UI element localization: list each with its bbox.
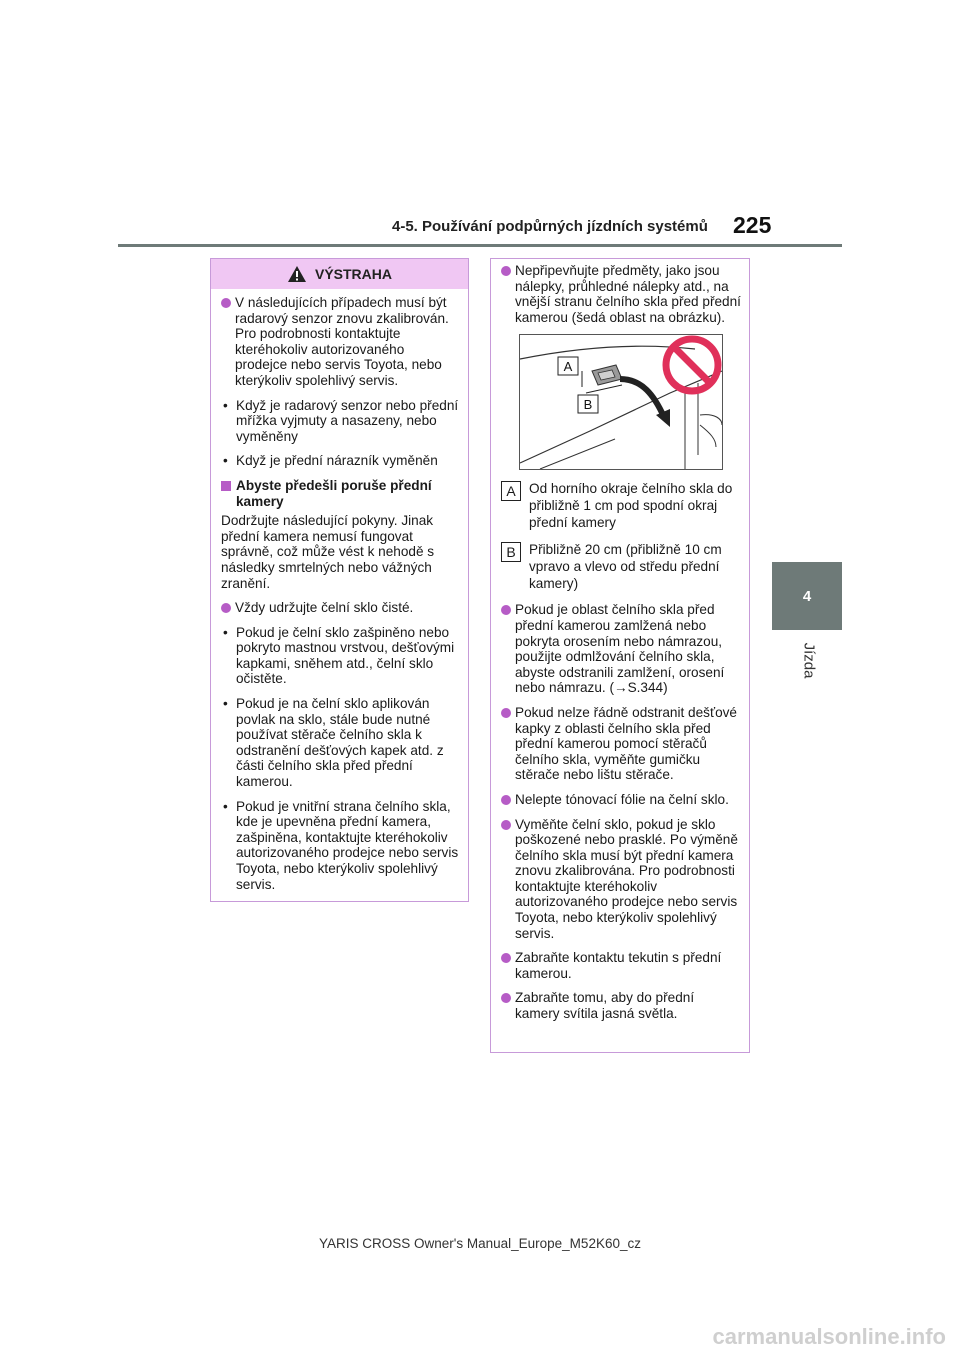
list-item bbox=[221, 625, 460, 687]
list-item-text: Pokud je vnitřní strana čelního skla, kde je upevněna přední kamera, zašpiněna, kontaktujte kteréhokoliv autorizovaného prodejce nebo servis Toyota, nebo kterýkoliv spolehlivý servis. bbox=[236, 798, 459, 892]
list-item bbox=[501, 990, 741, 1021]
bullet-dot-icon bbox=[501, 820, 511, 830]
bullet-dot-icon bbox=[221, 298, 231, 308]
bullet-dot-icon bbox=[221, 603, 231, 613]
warning-intro bbox=[221, 295, 460, 389]
list-item bbox=[501, 705, 741, 783]
list-item bbox=[221, 799, 460, 893]
bullet-mark-icon: • bbox=[223, 453, 228, 469]
list-item bbox=[501, 950, 741, 981]
footer-text: YARIS CROSS Owner's Manual_Europe_M52K60_cz bbox=[319, 1236, 641, 1251]
list-item-text[interactable]: Pokud je oblast čelního skla před přední kamerou zamlžená nebo pokryta orosením nebo námrazou, použijte odmlžování čelního skla, abyste odstranili zamlžení, orosení nebo námrazu. (→S.344) bbox=[515, 602, 725, 696]
list-item bbox=[221, 453, 460, 469]
warning-triangle-icon bbox=[287, 265, 307, 283]
figure-label-a: A bbox=[563, 359, 573, 375]
section-title: 4-5. Používání podpůrných jízdních systémů bbox=[392, 218, 708, 235]
bullet-dot-icon bbox=[501, 795, 511, 805]
bullet-mark-icon: • bbox=[223, 397, 228, 413]
bullet-mark-icon: • bbox=[223, 696, 228, 712]
warning-title: VÝSTRAHA bbox=[314, 266, 392, 282]
windshield-camera-figure bbox=[519, 334, 723, 470]
list-item-text: Nepřipevňujte předměty, jako jsou nálepky, průhledné nálepky atd., na vnější stranu čelního skla před přední kamerou (šedá oblast na obrázku). bbox=[515, 263, 741, 325]
page-number: 225 bbox=[733, 212, 772, 238]
list-item-text: Pokud nelze řádně odstranit dešťové kapky z oblasti čelního skla před přední kamerou pomocí stěračů čelního skla, vyměňte gumičku stěrače nebo lištu stěrače. bbox=[515, 704, 737, 783]
subheading bbox=[221, 478, 460, 509]
label-b-description bbox=[501, 541, 741, 592]
list-item-text: Zabraňte kontaktu tekutin s přední kamerou. bbox=[515, 950, 722, 981]
clean-item-text: Vždy udržujte čelní sklo čisté. bbox=[235, 600, 414, 616]
warning-header bbox=[211, 259, 468, 289]
list-item-text: Pokud je čelní sklo zašpiněno nebo pokryto mastnou vrstvou, dešťovými kapkami, sněhem atd., čelní sklo očistěte. bbox=[236, 624, 455, 687]
list-item bbox=[501, 602, 741, 696]
label-b-text: Přibližně 20 cm (přibližně 10 cm vpravo a vlevo od středu přední kamery) bbox=[529, 542, 722, 592]
list-item bbox=[501, 263, 741, 325]
bullet-dot-icon bbox=[501, 708, 511, 718]
windshield-illustration bbox=[520, 335, 722, 469]
figure-label-b: B bbox=[583, 397, 593, 413]
clean-item bbox=[221, 600, 460, 616]
subheading-paragraph: Dodržujte následující pokyny. Jinak přední kamera nemusí fungovat správně, což může vést k nehodě s následky smrtelných nebo vážných zranění. bbox=[221, 513, 435, 591]
label-a-text: Od horního okraje čelního skla do přibližně 1 cm pod spodní okraj přední kamery bbox=[529, 481, 733, 531]
bullet-dot-icon bbox=[501, 953, 511, 963]
subheading-text: Abyste předešli poruše přední kamery bbox=[236, 477, 432, 509]
list-item-text: Vyměňte čelní sklo, pokud je sklo poškozené nebo prasklé. Po výměně čelního skla musí být přední kamera znovu zkalibrována. Pro podrobnosti kontaktujte kteréhokoliv autorizovaného prodejce nebo servis Toyota, nebo kterýkoliv spolehlivý servis. bbox=[515, 816, 738, 941]
right-content bbox=[491, 259, 749, 1022]
list-item bbox=[501, 817, 741, 942]
square-bullet-icon bbox=[221, 481, 231, 491]
list-item bbox=[221, 696, 460, 790]
list-item-text: Nelepte tónovací fólie na čelní sklo. bbox=[515, 791, 729, 807]
bullet-dot-icon bbox=[501, 993, 511, 1003]
warning-intro-text: V následujících případech musí být radarový senzor znovu zkalibrován. Pro podrobnosti kontaktujte kteréhokoliv autorizovaného prodejce nebo servis Toyota, nebo kterýkoliv spolehlivý servis. bbox=[235, 295, 449, 388]
bullet-mark-icon: • bbox=[223, 624, 228, 640]
warning-box bbox=[210, 258, 469, 902]
list-item bbox=[221, 398, 460, 445]
warning-content bbox=[211, 289, 468, 892]
warning-box-continued bbox=[490, 258, 750, 1053]
label-a-tag: A bbox=[501, 481, 521, 501]
list-item-text: Když je radarový senzor nebo přední mřížka vyjmuty a nasazeny, nebo vyměněny bbox=[236, 397, 459, 444]
list-item-text: Zabraňte tomu, aby do přední kamery svítila jasná světla. bbox=[515, 990, 695, 1022]
header-rule bbox=[118, 244, 842, 247]
list-item bbox=[501, 792, 741, 808]
label-b-tag: B bbox=[501, 542, 521, 562]
bullet-dot-icon bbox=[501, 266, 511, 276]
list-item-text: Když je přední nárazník vyměněn bbox=[236, 453, 438, 469]
watermark[interactable]: carmanualsonline.info bbox=[712, 1324, 946, 1349]
list-item-text: Pokud je na čelní sklo aplikován povlak na sklo, stále bude nutné používat stěrače čelního skla k odstranění dešťových kapek atd. z části čelního skla před přední kamerou. bbox=[236, 696, 444, 790]
chapter-tab[interactable]: 4 bbox=[772, 562, 842, 630]
bullet-mark-icon: • bbox=[223, 798, 228, 814]
chapter-label-text: Jízda bbox=[800, 642, 818, 678]
label-a-description bbox=[501, 480, 741, 531]
chapter-label bbox=[797, 630, 821, 690]
bullet-dot-icon bbox=[501, 605, 511, 615]
